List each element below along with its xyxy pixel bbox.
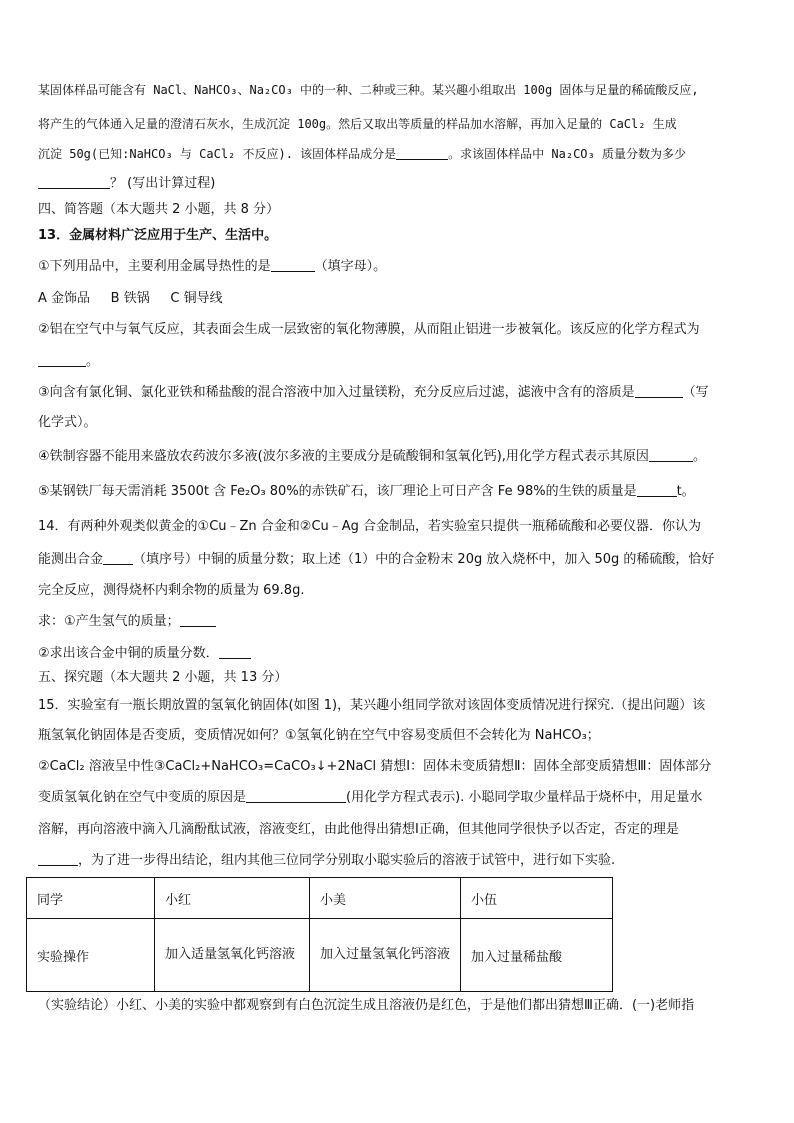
section-heading: 四、简答题（本大题共 2 小题，共 8 分） xyxy=(38,202,280,217)
q15-line3: ②CaCl₂ 溶液呈中性③CaCl₂+NaHCO₃=CaCO₃↓+2NaCl 猜想Ⅰ：固体未变质猜想Ⅱ：固体全部变质猜想Ⅲ：固体部分 xyxy=(38,759,712,774)
q13-part2-end: 。 xyxy=(86,354,100,369)
q14-line4 xyxy=(38,612,216,632)
para1-line1: 某固体样品可能含有 NaCl、NaHCO₃、Na₂CO₃ 中的一种、二种或三种。某兴趣小组取出 100g 固体与足量的稀硫酸反应, xyxy=(38,83,699,97)
q13-part1-tail: （填字母）。 xyxy=(314,259,387,274)
para1-line2: 将产生的气体通入足量的澄清石灰水，生成沉淀 100g。然后又取出等质量的样品加水溶解，再加入足量的 CaCl₂ 生成 xyxy=(38,117,677,131)
table-cell: 加入适量氢氧化钙溶液 xyxy=(155,919,310,992)
table-row-label: 实验操作 xyxy=(27,919,155,992)
table-cell: 加入过量稀盐酸 xyxy=(461,919,613,992)
q13-part3-cont: 化学式）。 xyxy=(38,415,97,430)
q15-line4 xyxy=(38,788,702,808)
q13-part4-text: ④铁制容器不能用来盛放农药波尔多液(波尔多液的主要成分是硫酸铜和氢氧化钙),用化学方程式表示其原因 xyxy=(38,449,649,464)
table-header-cell: 同学 xyxy=(27,878,155,919)
q13-part3-text: ③向含有氯化铜、氯化亚铁和稀盐酸的混合溶液中加入过量镁粉，充分反应后过滤，滤液中含有的溶质是 xyxy=(38,385,635,400)
q14-line1: 14．有两种外观类似黄金的①Cu﹣Zn 合金和②Cu﹣Ag 合金制品，若实验室只提供一瓶稀硫酸和必要仪器．你认为 xyxy=(38,519,702,534)
q13-part2-blank-line xyxy=(38,352,99,372)
table-header-row xyxy=(27,878,613,919)
section-heading: 五、探究题（本大题共 2 小题，共 13 分） xyxy=(38,670,288,685)
q14-line2-text: 能测出合金 xyxy=(38,552,104,567)
answer-blank[interactable] xyxy=(396,145,448,160)
q15-line1: 15．实验室有一瓶长期放置的氢氧化钠固体(如图 1)，某兴趣小组同学欲对该固体变质情况进行探究.（提出问题）该 xyxy=(38,698,706,713)
experiment-conclusion: （实验结论）小红、小美的实验中都观察到有白色沉淀生成且溶液仍是红色，于是他们都出猜想Ⅲ正确．(一)老师指 xyxy=(38,998,695,1013)
q13-part1-text: ①下列用品中，主要利用金属导热性的是 xyxy=(38,259,271,274)
table-cell: 加入过量氢氧化钙溶液 xyxy=(310,919,461,992)
answer-blank[interactable] xyxy=(271,257,315,272)
answer-blank[interactable] xyxy=(219,644,251,659)
para1-line3-tail: 。求该固体样品中 Na₂CO₃ 质量分数为多少 xyxy=(448,147,686,161)
answer-blank[interactable] xyxy=(38,352,86,367)
para1-line4-text: ？ (写出计算过程) xyxy=(110,176,216,191)
q15-line4-text: 变质氢氧化钠在空气中变质的原因是 xyxy=(38,790,247,805)
q15-line2: 瓶氢氧化钠固体是否变质，变质情况如何？①氢氧化钠在空气中容易变质但不会转化为 NaHCO₃； xyxy=(38,728,600,743)
table-header-cell: 小红 xyxy=(155,878,310,919)
q14-line5 xyxy=(38,644,251,664)
q14-line5-text: ②求出该合金中铜的质量分数． xyxy=(38,646,219,661)
q14-line3: 完全反应，测得烧杯内剩余物的质量为 69.8g. xyxy=(38,583,305,598)
q13-part1 xyxy=(38,257,386,277)
table-row xyxy=(27,919,613,992)
q13-part5 xyxy=(38,482,695,502)
q13-options: A 金饰品 B 铁锅 C 铜导线 xyxy=(38,291,223,306)
q13-part4-tail: 。 xyxy=(692,449,706,464)
q13-part3 xyxy=(38,383,709,403)
question-13-title: 13．金属材料广泛应用于生产、生活中。 xyxy=(38,228,278,243)
answer-blank[interactable] xyxy=(180,612,216,627)
q13-part5-tail: t。 xyxy=(676,484,695,499)
experiment-table xyxy=(26,877,613,992)
para1-line3 xyxy=(38,144,686,164)
table-header-cell: 小伍 xyxy=(461,878,613,919)
q13-part5-text: ⑤某钢铁厂每天需消耗 3500t 含 Fe₂O₃ 80%的赤铁矿石，该厂理论上可日产含 Fe 98%的生铁的质量是 xyxy=(38,484,637,499)
q15-line5: 溶解，再向溶液中滴入几滴酚酞试液，溶液变红，由此他得出猜想Ⅰ正确，但其他同学很快予以否定，否定的理是 xyxy=(38,822,679,837)
q15-line6-text: ，为了进一步得出结论，组内其他三位同学分别取小聪实验后的溶液于试管中，进行如下实验. xyxy=(78,853,616,868)
q13-part2: ②铝在空气中与氧气反应，其表面会生成一层致密的氧化物薄膜，从而阻止铝进一步被氧化。该反应的化学方程式为 xyxy=(38,322,700,337)
answer-blank[interactable] xyxy=(246,788,346,803)
q15-line6 xyxy=(38,851,615,871)
q14-line4-text: 求：①产生氢气的质量； xyxy=(38,614,180,629)
q14-line2 xyxy=(38,550,714,570)
answer-blank[interactable] xyxy=(38,851,78,866)
answer-blank[interactable] xyxy=(635,383,683,398)
answer-blank[interactable] xyxy=(637,482,677,497)
para1-line3-text: 沉淀 50g(已知:NaHCO₃ 与 CaCl₂ 不反应). 该固体样品成分是 xyxy=(38,147,397,161)
para1-line4 xyxy=(38,174,215,194)
q13-part4 xyxy=(38,447,706,467)
table-header-cell: 小美 xyxy=(310,878,461,919)
q14-line2-tail: （填序号）中铜的质量分数；取上述（1）中的合金粉末 20g 放入烧杯中，加入 50g 的稀硫酸，恰好 xyxy=(133,552,715,567)
q15-line4-tail: (用化学方程式表示). 小聪同学取少量样品于烧杯中，用足量水 xyxy=(346,790,703,805)
answer-blank[interactable] xyxy=(103,550,133,565)
q13-part3-tail: （写 xyxy=(682,385,709,400)
answer-blank[interactable] xyxy=(38,174,110,189)
answer-blank[interactable] xyxy=(649,447,693,462)
